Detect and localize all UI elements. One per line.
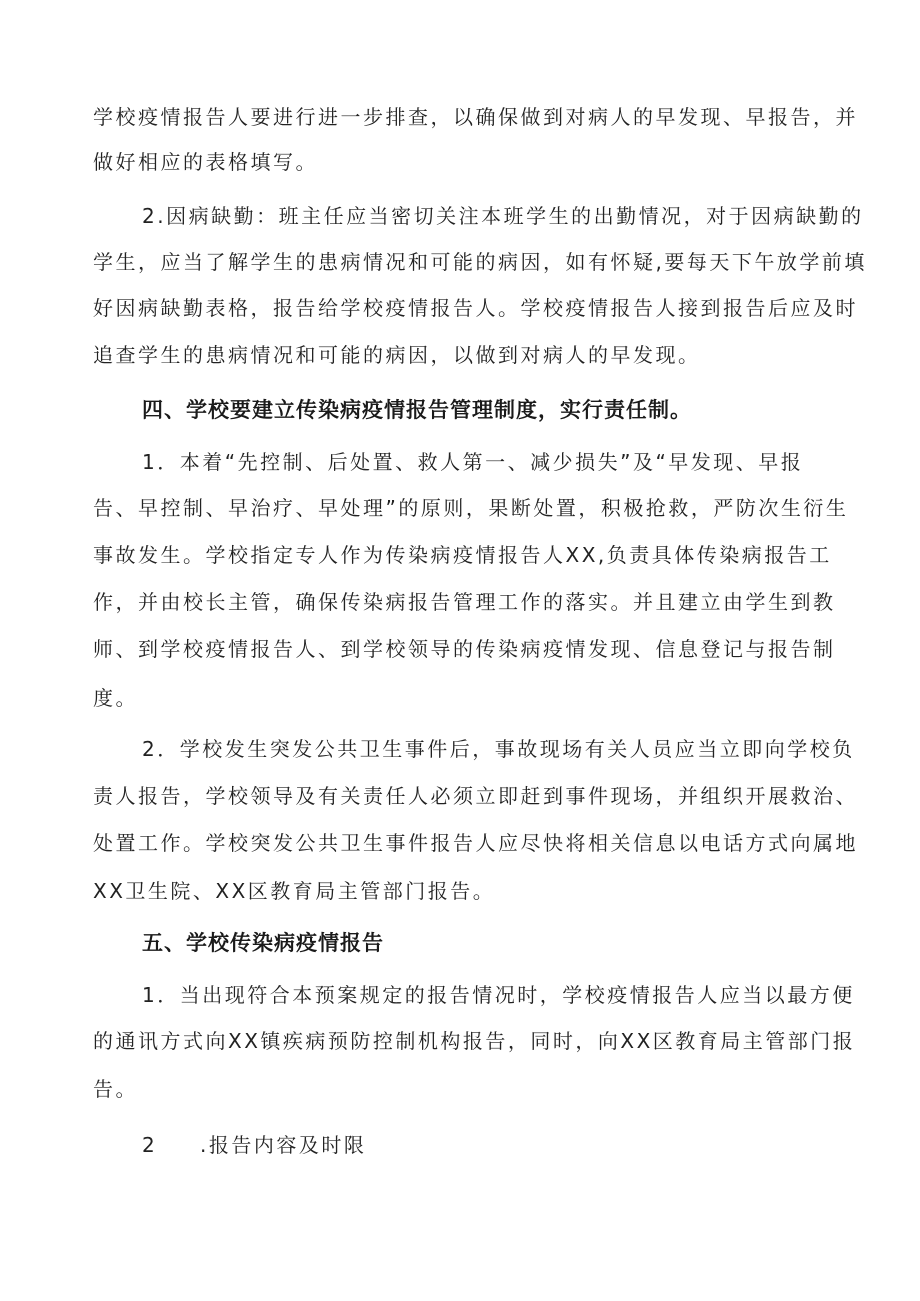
- paragraph-line: 事故发生。学校指定专人作为传染病疫情报告人XX,负责具体传染病报告工: [93, 543, 832, 567]
- paragraph-line: 度。: [93, 686, 138, 710]
- list-item-text: .报告内容及时限: [200, 1133, 367, 1157]
- paragraph-line: 责人报告，学校领导及有关责任人必须立即赶到事件现场，并组织开展救治、: [93, 784, 858, 808]
- paragraph-line: 作，并由校长主管，确保传染病报告管理工作的落实。并且建立由学生到教: [93, 590, 836, 614]
- paragraph-line: 告、早控制、早治疗、早处理”的原则，果断处置，积极抢救，严防次生衍生: [93, 496, 849, 520]
- section-heading: 五、学校传染病疫情报告: [142, 931, 384, 955]
- paragraph-line: 做好相应的表格填写。: [93, 150, 318, 174]
- paragraph-line: 告。: [93, 1077, 138, 1101]
- paragraph-line: 1．当出现符合本预案规定的报告情况时，学校疫情报告人应当以最方便: [142, 983, 855, 1007]
- paragraph-line: 师、到学校疫情报告人、到学校领导的传染病疫情发现、信息登记与报告制: [93, 637, 836, 661]
- paragraph-line: 1．本着“先控制、后处置、救人第一、减少损失”及“早发现、早报: [142, 450, 804, 474]
- section-heading: 四、学校要建立传染病疫情报告管理制度，实行责任制。: [142, 398, 692, 422]
- paragraph-line: 学校疫情报告人要进行进一步排查，以确保做到对病人的早发现、早报告，并: [93, 105, 858, 129]
- paragraph-line: 的通讯方式向XX镇疾病预防控制机构报告，同时，向XX区教育局主管部门报: [93, 1029, 856, 1053]
- list-item-number: 2: [142, 1133, 158, 1157]
- paragraph-line: 处置工作。学校突发公共卫生事件报告人应尽快将相关信息以电话方式向属地: [93, 831, 858, 855]
- paragraph-line: 追查学生的患病情况和可能的病因，以做到对病人的早发现。: [93, 343, 701, 367]
- paragraph-line: 2.因病缺勤：班主任应当密切关注本班学生的出勤情况，对于因病缺勤的: [142, 204, 864, 228]
- paragraph-line: XX卫生院、XX区教育局主管部门报告。: [93, 879, 496, 903]
- paragraph-line: 2．学校发生突发公共卫生事件后，事故现场有关人员应当立即向学校负: [142, 737, 855, 761]
- paragraph-line: 学生，应当了解学生的患病情况和可能的病因，如有怀疑,要每天下午放学前填: [93, 250, 867, 274]
- paragraph-line: 好因病缺勤表格，报告给学校疫情报告人。学校疫情报告人接到报告后应及时: [93, 296, 858, 320]
